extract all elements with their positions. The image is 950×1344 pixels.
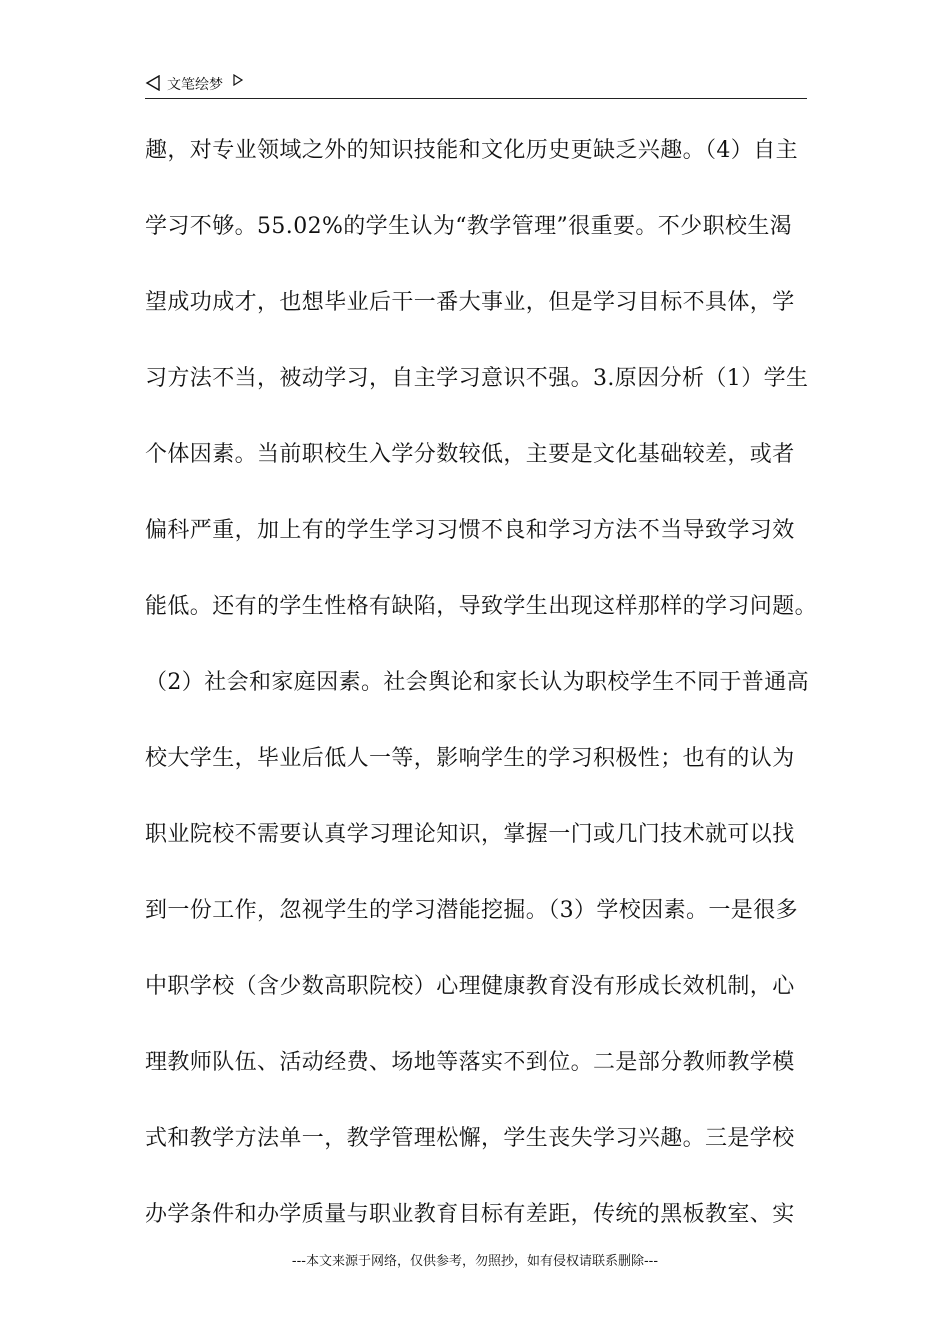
footer-notice: ---本文来源于网络，仅供参考，勿照抄，如有侵权请联系删除--- [291,1254,659,1269]
triangle-right-icon [232,74,244,86]
text-line: 趣，对专业领域之外的知识技能和文化历史更缺乏兴趣。（4）自主 [145,138,798,163]
text-line: 式和教学方法单一，教学管理松懈，学生丧失学习兴趣。三是学校 [145,1126,795,1151]
text-line: 校大学生，毕业后低人一等，影响学生的学习积极性；也有的认为 [145,746,795,771]
text-line: 望成功成才，也想毕业后干一番大事业，但是学习目标不具体，学 [145,290,795,315]
text-line: 中职学校（含少数高职院校）心理健康教育没有形成长效机制，心 [145,974,795,999]
document-body [145,129,825,1269]
text-line: 个体因素。当前职校生入学分数较低，主要是文化基础较差，或者 [145,442,795,467]
page-header [145,70,807,99]
header-brand: 文笔绘梦 [167,77,223,93]
text-line: 到一份工作，忽视学生的学习潜能挖掘。（3）学校因素。一是很多 [145,898,798,923]
text-line: 能低。还有的学生性格有缺陷，导致学生出现这样那样的学习问题。 [145,594,818,619]
text-line: 习方法不当，被动学习，自主学习意识不强。3.原因分析（1）学生 [145,366,809,391]
text-line: 办学条件和办学质量与职业教育目标有差距，传统的黑板教室、实 [145,1202,795,1227]
text-line: （2）社会和家庭因素。社会舆论和家长认为职校学生不同于普通高 [145,670,809,695]
triangle-left-icon [145,75,161,91]
text-line: 理教师队伍、活动经费、场地等落实不到位。二是部分教师教学模 [145,1050,795,1075]
text-line: 偏科严重，加上有的学生学习习惯不良和学习方法不当导致学习效 [145,518,795,543]
text-line: 职业院校不需要认真学习理论知识，掌握一门或几门技术就可以找 [145,822,795,847]
text-line: 学习不够。55.02%的学生认为“教学管理”很重要。不少职校生渴 [145,214,793,239]
